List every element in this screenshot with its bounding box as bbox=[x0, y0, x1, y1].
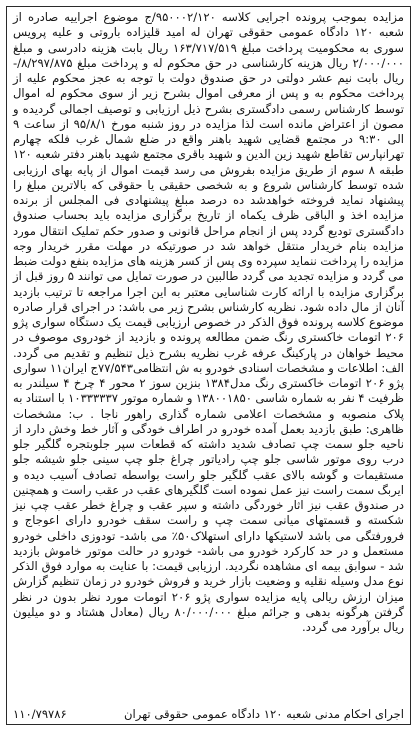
legal-notice-frame bbox=[6, 6, 411, 725]
notice-signature: اجرای احکام مدنی شعبه ۱۲۰ دادگاه عمومی حقوقی تهران bbox=[123, 706, 404, 721]
notice-code: ۱۱۰/۷۹۷۸۶ bbox=[13, 706, 67, 721]
notice-body: مزایده بموجب پرونده اجرایی کلاسه ۹۵۰۰۰۲/۱۲۰/ج موضوع اجراییه صادره از شعبه ۱۲۰ دادگاه عمومی حقوقی تهران له امید قلیزاده باروتی و علیه پرویس سوری به محکومیت پرداخت مبلغ ۱۶۳/۷۱۷/۵۱۹ ریال بابت هزینه دادرسی و مبلغ ۲/۰۰۰/۰۰۰ ریال هزینه کارشناسی در حق محکوم له و پرداخت مبلغ ۸/۲۹۷/۸۷۵/- ریال بابت نیم عشر دولتی در حق صندوق دولت با توجه به عجز محکوم علیه از پرداخت محکوم به و پس از معرفی اموال بشرح زیر از سوی محکوم له اموال توسط کارشناس رسمی دادگستری بشرح ذیل ارزیابی و توصیف اجمالی گردیده و مصون از اعتراض مانده است لذا مزایده در روز شنبه مورخ ۹۵/۸/۱ از ساعت ۹ الی ۹:۳۰ در مجتمع قضایی شهید باهنر واقع در ضلع شمال غرب فلکه چهارم تهرانپارس تقاطع شهید زین الدین و شهید باقری مجتمع شهید باهنر دفتر شعبه ۱۲۰ طبقه ۸ سوم از طریق مزایده بفروش می رسد قیمت اموال از پایه بهای ارزیابی شده توسط کارشناس شروع و به شخصی حقیقی یا حقوقی که بالاترین مبلغ را پیشنهاد نماید فروخته خواهدشد ده درصد مبلغ پیشنهادی فی المجلس از برنده مزایده اخذ و الباقی ظرف یکماه از تاریخ برگزاری مزایده باید بحساب صندوق دادگستری تودیع گردد پس از انجام مراحل قانونی و صدور حکم تملیک انتقال مورد مزایده بنام خریدار منتقل خواهد شد در صورتیکه در مهلت مقرر خریدار وجه مزایده را پرداخت ننماید سپرده وی پس از کسر هزینه های مزایده بنفع دولت ضبط می گردد و مزایده تجدید می گردد طالبین در صورت تمایل می توانند ۵ روز قبل از برگزاری مزایده با ارائه کارت شناسایی معتبر به این اجرا مراجعه تا ترتیب بازدید آنان از مال داده شود. نظریه کارشناس بشرح زیر می باشد: در اجرای قرار صادره موضوع کلاسه پرونده فوق الذکر در خصوص ارزیابی قیمت یک دستگاه سواری پژو ۲۰۶ اتومات خاکستری رنگ ضمن مطالعه پرونده و بازدید از خودروی موصوف در محیط خواهان در پارکینگ عرفه غرب نظریه بشرح ذیل تنظیم و تقدیم می گردد. الف: اطلاعات و مشخصات اسنادی خودرو به ش انتظامی۷۷/۵۴۳ج ایران۱۱ سواری پژو ۲۰۶ اتومات خاکستری رنگ مدل۱۳۸۴ بنزین سوز ۲ محور ۴ چرخ ۴ سیلندر به ظرفیت ۴ نفر به شماره شاسی ۱۳۸۰۰۱۸۵۰ و شماره موتور ۱۰۳۳۳۳۳۷ با استناد به پلاک منصوبه و مشخصات اعلامی شماره گذاری راهور ناجا . ب: مشخصات ظاهری: طبق بازدید بعمل آمده خودرو در اطراف خودگی و آثار خط وخش دارد از ناحیه جلو سمت چپ تصادف شدید داشته که قطعات سپر جلوبتجره گلگیر جلو درب روی موتور شاسی جلو چپ رادیاتور چراغ جلو چپ سینی جلو شیشه جلو مستقیمات و گوشه بالای عقب گلگیر جلو راست بواسطه تصادف آسیب دیده و ایربگ سمت راست نیز عمل نموده است گلگیرهای عقب در عقب راست و همچنین در صندوق عقب نیز اثار خوردگی داشته و سپر عقب و چراغ خطر عقب چپ نیز شکسته و قسمتهای میانی سمت چپ و راست سقف خودرو دارای اعوجاج و فرورفتگی می باشد لاستیکها دارای استهلاک۵۰٪ می باشد- تودوزی داخلی خودرو مستعمل و در حد کارکرد خودرو می باشد- خودرو در حالت موتور خاموش بازدید شد - سوابق بیمه ای مشاهده نگردید. ارزیابی قیمت: با عنایت به موارد فوق الذکر نوع مدل وسیله نقلیه و وضعیت بازار خرید و فروش خودرو در زمان تنظیم گزارش میزان ارزش ریالی پایه مزایده سواری پژو ۲۰۶ اتومات مورد نظر بدون در نظر گرفتن هرگونه بدهی و جرائم مبلغ ۸۰/۰۰۰/۰۰۰ ریال (معادل هشتاد و دو میلیون ریال برآورد می گردد. bbox=[13, 10, 405, 634]
notice-footer bbox=[13, 706, 404, 721]
